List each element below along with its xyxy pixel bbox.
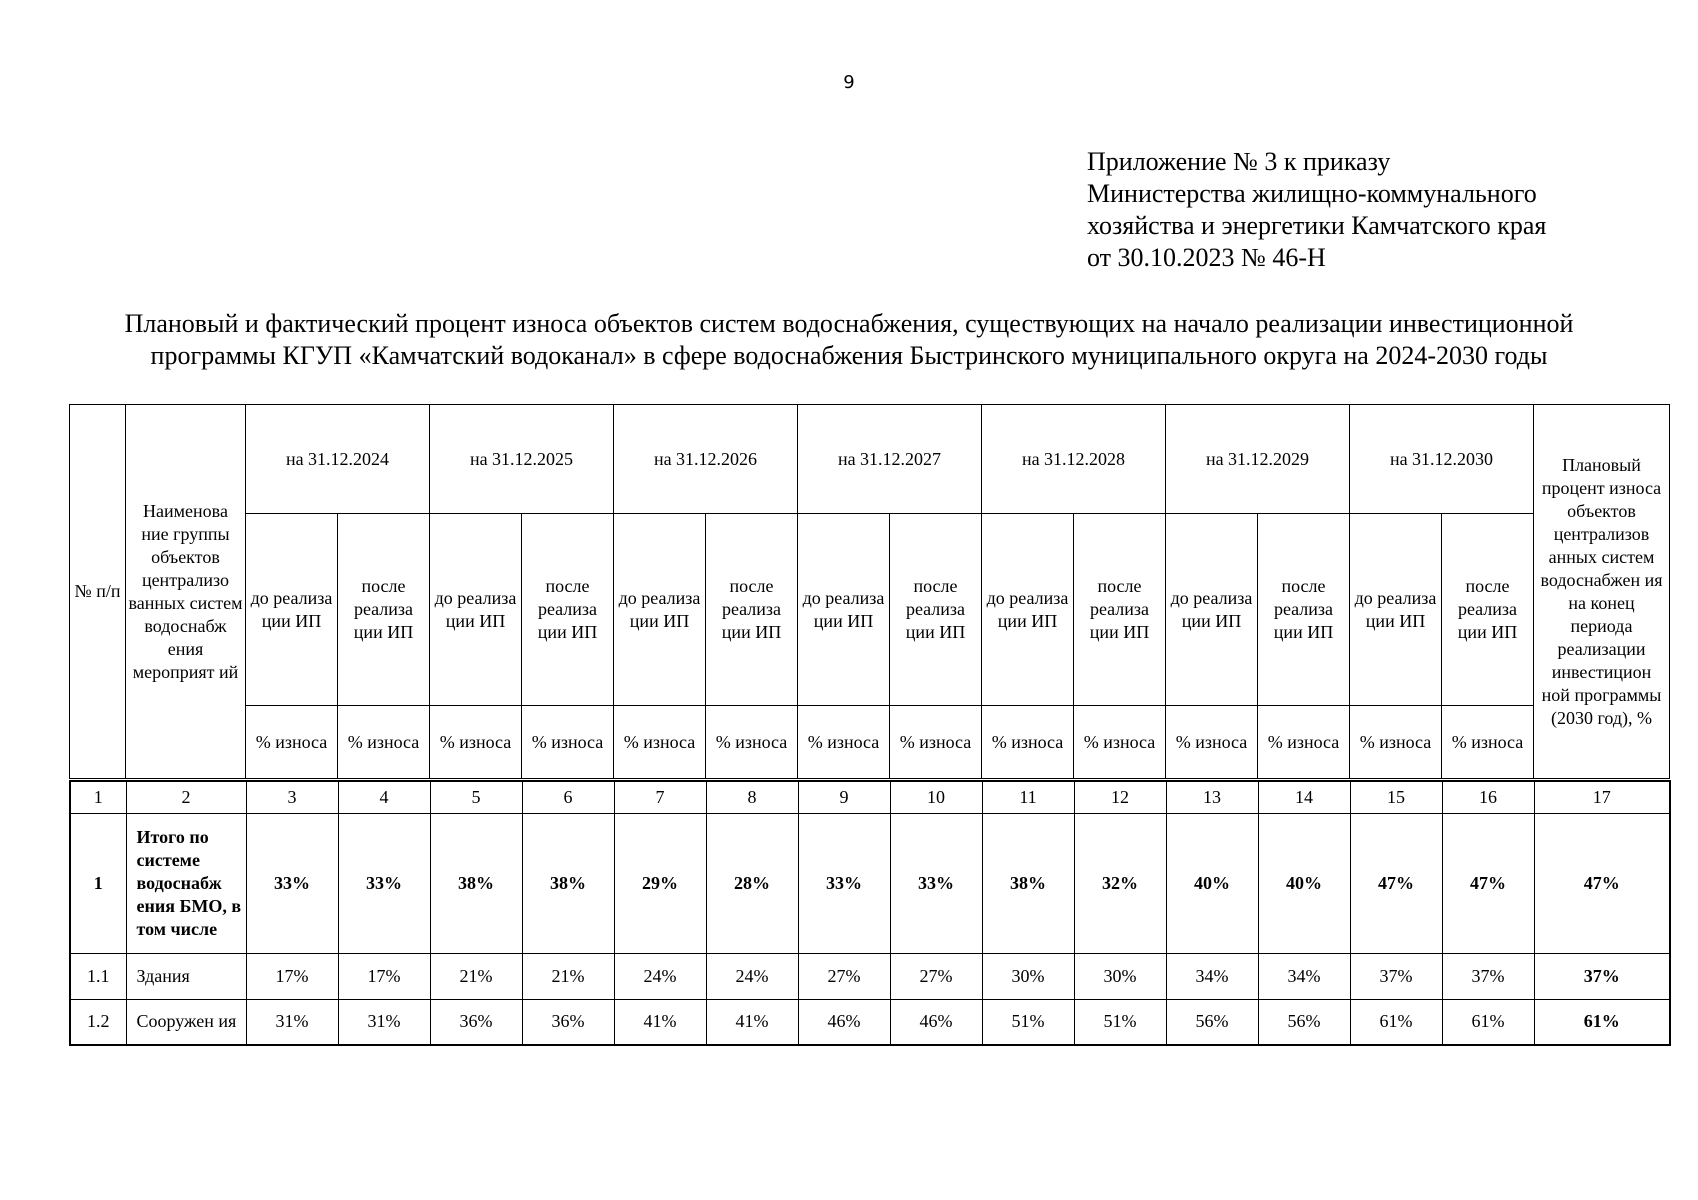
column-number-cell: 16: [1442, 781, 1534, 813]
column-number-cell: 7: [614, 781, 706, 813]
header-cell-percent: % износа: [246, 706, 338, 779]
document-title-line: программы КГУП «Камчатский водоканал» в сфере водоснабжения Быстринского муниципального округа на 2024-2030 годы: [150, 341, 1548, 370]
column-number-cell: 3: [246, 781, 338, 813]
column-number-cell: 8: [706, 781, 798, 813]
row-value: 30%: [982, 953, 1074, 999]
row-value: 31%: [246, 999, 338, 1045]
header-cell-percent: % износа: [1166, 706, 1258, 779]
header-cell-before: до реализа ции ИП: [246, 514, 338, 706]
row-value: 37%: [1442, 953, 1534, 999]
row-value: 61%: [1442, 999, 1534, 1045]
row-name: Здания: [126, 953, 246, 999]
row-value: 28%: [706, 813, 798, 953]
header-cell-percent: % износа: [1074, 706, 1166, 779]
header-cell-after: после реализа ции ИП: [338, 514, 430, 706]
row-final-value: 47%: [1534, 813, 1670, 953]
header-cell-after: после реализа ции ИП: [1074, 514, 1166, 706]
header-cell-percent: % износа: [890, 706, 982, 779]
row-value: 30%: [1074, 953, 1166, 999]
appendix-line: от 30.10.2023 № 46-Н: [1087, 243, 1326, 272]
header-cell-period: на 31.12.2026: [614, 405, 798, 514]
row-value: 33%: [798, 813, 890, 953]
row-value: 56%: [1166, 999, 1258, 1045]
header-cell-period: на 31.12.2027: [798, 405, 982, 514]
header-cell-after: после реализа ции ИП: [1442, 514, 1534, 706]
column-number-cell: 5: [430, 781, 522, 813]
header-cell-before: до реализа ции ИП: [982, 514, 1074, 706]
row-value: 46%: [798, 999, 890, 1045]
column-number-cell: 15: [1350, 781, 1442, 813]
row-value: 29%: [614, 813, 706, 953]
header-cell-before: до реализа ции ИП: [798, 514, 890, 706]
row-value: 27%: [798, 953, 890, 999]
table-row: [70, 813, 1670, 953]
header-cell-after: после реализа ции ИП: [706, 514, 798, 706]
row-value: 36%: [430, 999, 522, 1045]
header-cell-before: до реализа ции ИП: [1350, 514, 1442, 706]
row-value: 47%: [1350, 813, 1442, 953]
header-cell-after: после реализа ции ИП: [890, 514, 982, 706]
row-value: 40%: [1166, 813, 1258, 953]
row-value: 27%: [890, 953, 982, 999]
row-value: 32%: [1074, 813, 1166, 953]
header-cell-percent: % износа: [338, 706, 430, 779]
row-value: 41%: [614, 999, 706, 1045]
header-cell-percent: % износа: [430, 706, 522, 779]
column-number-cell: 2: [126, 781, 246, 813]
row-value: 61%: [1350, 999, 1442, 1045]
document-title: [40, 308, 1658, 372]
row-value: 41%: [706, 999, 798, 1045]
column-number-cell: 4: [338, 781, 430, 813]
header-cell-before: до реализа ции ИП: [1166, 514, 1258, 706]
row-value: 36%: [522, 999, 614, 1045]
row-value: 38%: [982, 813, 1074, 953]
header-cell-period: на 31.12.2024: [246, 405, 430, 514]
row-value: 34%: [1258, 953, 1350, 999]
header-cell-period: на 31.12.2025: [430, 405, 614, 514]
header-cell-after: после реализа ции ИП: [522, 514, 614, 706]
header-cell-number: № п/п: [70, 405, 126, 779]
row-value: 33%: [246, 813, 338, 953]
header-cell-percent: % износа: [522, 706, 614, 779]
row-value: 51%: [1074, 999, 1166, 1045]
row-value: 17%: [338, 953, 430, 999]
appendix-line: Приложение № 3 к приказу: [1087, 147, 1391, 176]
header-cell-period: на 31.12.2029: [1166, 405, 1350, 514]
column-number-cell: 13: [1166, 781, 1258, 813]
row-name: Итого по системе водоснабж ения БМО, в том числе: [126, 813, 246, 953]
header-cell-percent: % износа: [798, 706, 890, 779]
row-final-value: 61%: [1534, 999, 1670, 1045]
appendix-line: хозяйства и энергетики Камчатского края: [1087, 211, 1547, 240]
column-number-cell: 10: [890, 781, 982, 813]
column-number-cell: 9: [798, 781, 890, 813]
table-body: [69, 780, 1671, 1046]
row-value: 37%: [1350, 953, 1442, 999]
row-value: 24%: [614, 953, 706, 999]
column-number-cell: 1: [70, 781, 126, 813]
header-cell-percent: % износа: [1442, 706, 1534, 779]
header-cell-percent: % износа: [1350, 706, 1442, 779]
appendix-reference: [1087, 146, 1546, 274]
row-value: 24%: [706, 953, 798, 999]
header-cell-percent: % износа: [982, 706, 1074, 779]
row-number: 1: [70, 813, 126, 953]
header-cell-period: на 31.12.2028: [982, 405, 1166, 514]
table-header: [69, 404, 1670, 779]
row-value: 47%: [1442, 813, 1534, 953]
header-row-units: [70, 706, 1670, 779]
column-number-cell: 12: [1074, 781, 1166, 813]
row-value: 21%: [522, 953, 614, 999]
row-value: 56%: [1258, 999, 1350, 1045]
header-cell-name: Наименова ние группы объектов централизо ванных систем водоснабж ения мероприят ий: [126, 405, 246, 779]
header-row-periods: [70, 405, 1670, 514]
document-title-line: Плановый и фактический процент износа объектов систем водоснабжения, существующих на начало реализации инвестиционной: [124, 309, 1574, 338]
header-cell-planned-wear: Плановый процент износа объектов централизов анных систем водоснабжен ия на конец периода реализации инвестицион ной программы (2030 год), %: [1534, 405, 1670, 779]
header-cell-before: до реализа ции ИП: [430, 514, 522, 706]
header-cell-percent: % износа: [1258, 706, 1350, 779]
row-name: Сооружен ия: [126, 999, 246, 1045]
row-value: 38%: [522, 813, 614, 953]
row-value: 46%: [890, 999, 982, 1045]
row-number: 1.1: [70, 953, 126, 999]
header-cell-period: на 31.12.2030: [1350, 405, 1534, 514]
header-row-stage: [70, 514, 1670, 706]
row-value: 34%: [1166, 953, 1258, 999]
row-value: 31%: [338, 999, 430, 1045]
row-value: 51%: [982, 999, 1074, 1045]
row-number: 1.2: [70, 999, 126, 1045]
column-number-cell: 6: [522, 781, 614, 813]
appendix-line: Министерства жилищно-коммунального: [1087, 179, 1537, 208]
column-number-cell: 14: [1258, 781, 1350, 813]
column-number-row: [70, 781, 1670, 813]
table-row: [70, 999, 1670, 1045]
header-cell-after: после реализа ции ИП: [1258, 514, 1350, 706]
header-cell-before: до реализа ции ИП: [614, 514, 706, 706]
row-value: 33%: [338, 813, 430, 953]
row-value: 17%: [246, 953, 338, 999]
column-number-cell: 11: [982, 781, 1074, 813]
row-value: 40%: [1258, 813, 1350, 953]
page-number: 9: [843, 72, 855, 93]
row-value: 21%: [430, 953, 522, 999]
table-row: [70, 953, 1670, 999]
header-cell-percent: % износа: [706, 706, 798, 779]
header-cell-percent: % износа: [614, 706, 706, 779]
column-number-cell: 17: [1534, 781, 1670, 813]
row-value: 33%: [890, 813, 982, 953]
row-value: 38%: [430, 813, 522, 953]
row-final-value: 37%: [1534, 953, 1670, 999]
